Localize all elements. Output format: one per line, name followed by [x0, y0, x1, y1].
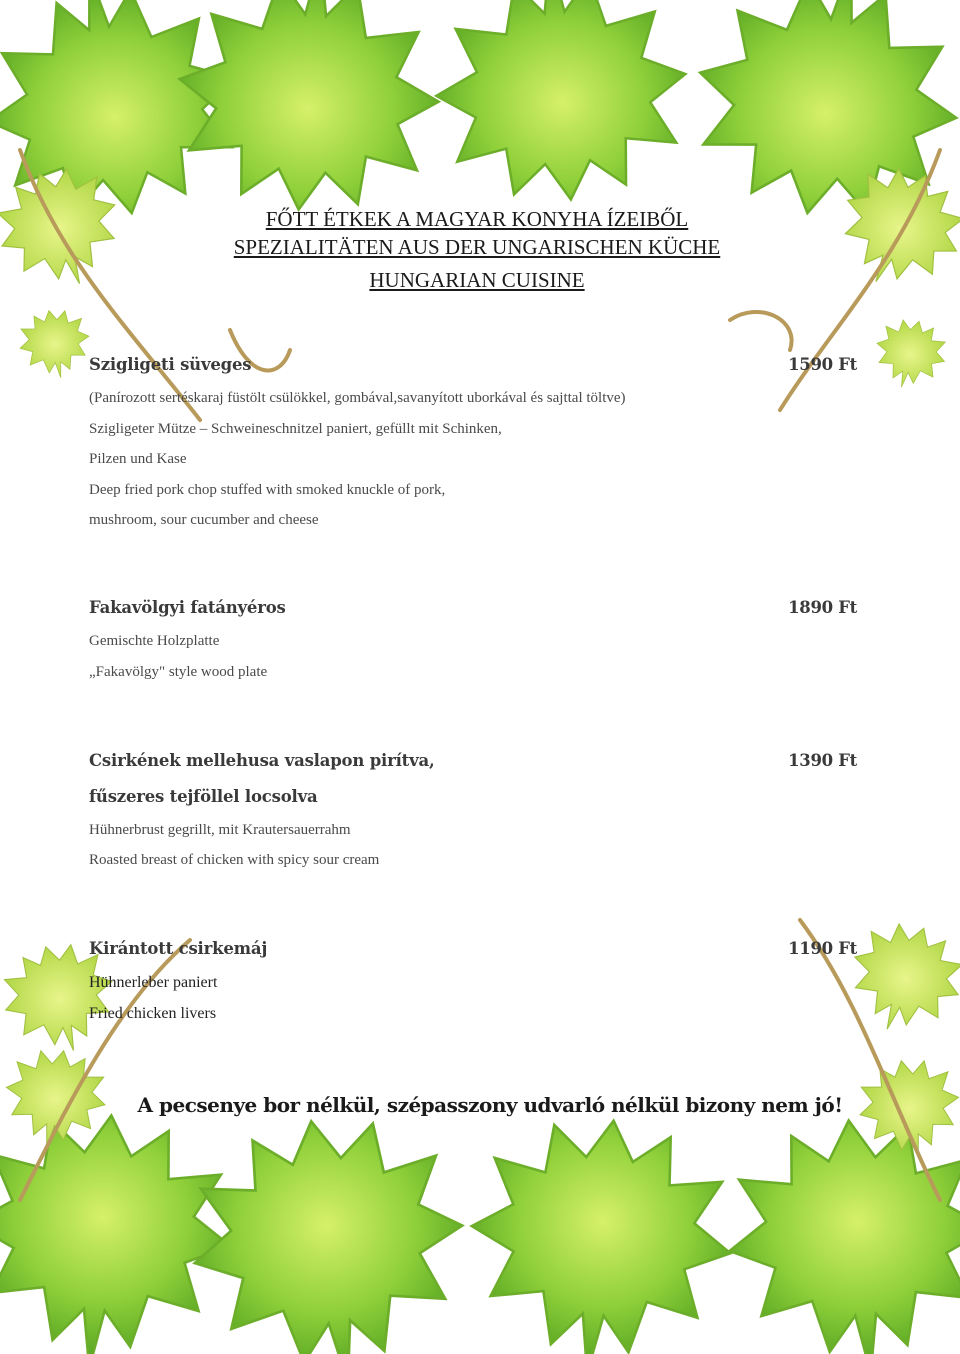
- dish-price: 1190 Ft: [788, 939, 857, 958]
- dish-price: 1890 Ft: [788, 598, 857, 617]
- title-english: HUNGARIAN CUISINE: [369, 268, 585, 292]
- dish-name: Szigligeti süveges: [89, 355, 252, 374]
- dish-name: Kirántott csirkemáj: [89, 939, 268, 958]
- dish-description-line: Fried chicken livers: [89, 1005, 217, 1022]
- dish-description-line: (Panírozott sertéskaraj füstölt csülökkel, gombával,savanyított uborkával és sajttal töltve): [89, 390, 626, 406]
- footer-proverb: A pecsenye bor nélkül, szépasszony udvarló nélkül bizony nem jó!: [137, 1093, 843, 1117]
- title-hungarian: FŐTT ÉTKEK A MAGYAR KONYHA ÍZEIBŐL: [265, 207, 689, 231]
- dish-description-line: Hühnerbrust gegrillt, mit Krautersauerrahm: [89, 822, 351, 838]
- title-german: SPEZIALITÄTEN AUS DER UNGARISCHEN KÜCHE: [233, 235, 721, 259]
- dish-name: Csirkének mellehusa vaslapon pirítva,: [89, 751, 435, 770]
- dish-description-line: Deep fried pork chop stuffed with smoked knuckle of pork,: [89, 482, 446, 498]
- dish-description-line: „Fakavölgy" style wood plate: [89, 664, 268, 680]
- dish-name-continued: fűszeres tejföllel locsolva: [89, 787, 318, 806]
- dish-description-line: Roasted breast of chicken with spicy sour cream: [89, 852, 380, 868]
- dish-description-line: Gemischte Holzplatte: [89, 633, 220, 649]
- dish-price: 1390 Ft: [788, 751, 857, 770]
- dish-description-line: mushroom, sour cucumber and cheese: [89, 512, 319, 528]
- dish-description-line: Szigligeter Mütze – Schweineschnitzel paniert, gefüllt mit Schinken,: [89, 421, 502, 437]
- dish-description-line: Pilzen und Kase: [89, 451, 187, 467]
- dish-price: 1590 Ft: [788, 355, 857, 374]
- dish-name: Fakavölgyi fatányéros: [89, 598, 286, 617]
- dish-description-line: Hühnerleber paniert: [89, 974, 218, 991]
